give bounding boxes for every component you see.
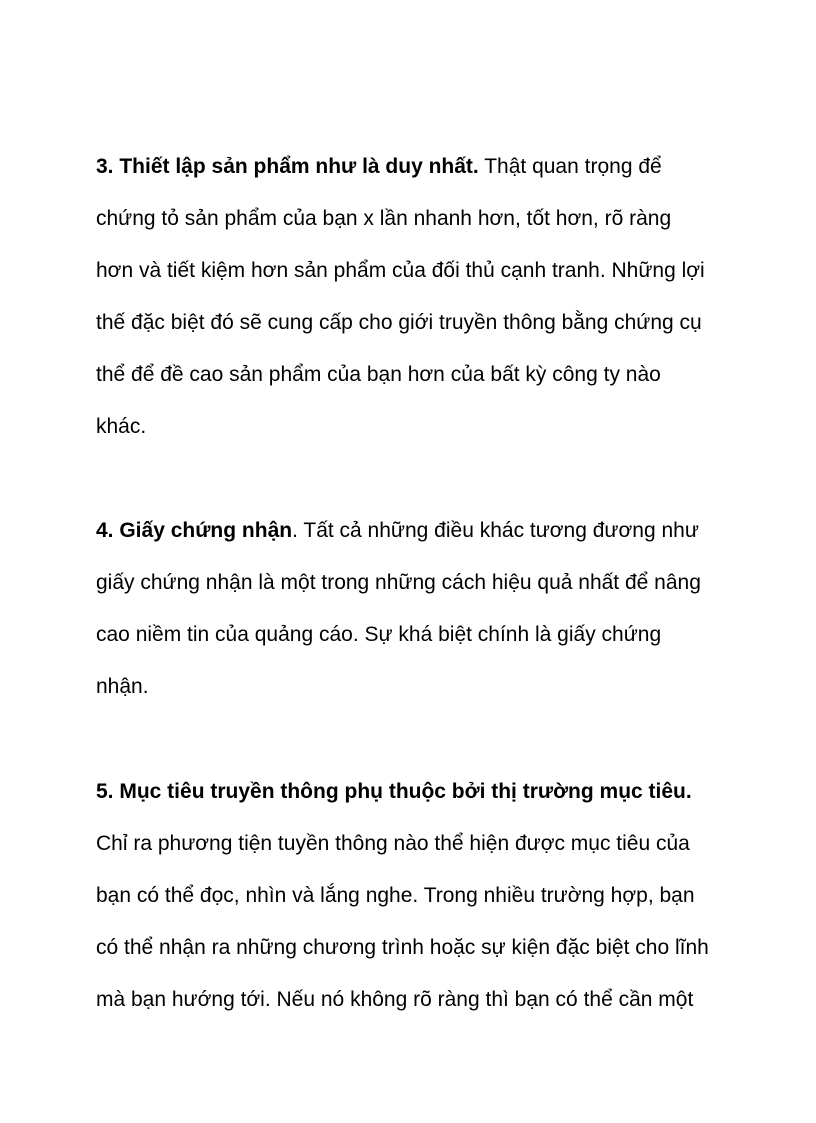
section-3-text: Thật quan trọng để xyxy=(478,155,662,178)
section-3-line-4: thế đặc biệt đó sẽ cung cấp cho giới truyền thông bằng chứng cụ xyxy=(96,311,702,334)
section-4-line-3: cao niềm tin của quảng cáo. Sự khá biệt chính là giấy chứng xyxy=(96,623,662,646)
section-5-line-2: Chỉ ra phương tiện tuyền thông nào thể hiện được mục tiêu của xyxy=(96,832,690,855)
section-4-line-1 xyxy=(96,518,699,544)
section-3-line-6: khác. xyxy=(96,415,147,438)
section-5-line-3: bạn có thể đọc, nhìn và lắng nghe. Trong nhiều trường hợp, bạn xyxy=(96,884,695,907)
section-3-line-1 xyxy=(96,154,662,180)
section-3-line-3: hơn và tiết kiệm hơn sản phẩm của đối thủ cạnh tranh. Những lợi xyxy=(96,259,705,282)
section-4-heading: 4. Giấy chứng nhận xyxy=(96,519,293,542)
section-5-line-4: có thể nhận ra những chương trình hoặc sự kiện đặc biệt cho lĩnh xyxy=(96,936,709,959)
section-3-line-2: chứng tỏ sản phẩm của bạn x lần nhanh hơn, tốt hơn, rõ ràng xyxy=(96,207,672,230)
section-3-heading: 3. Thiết lập sản phẩm như là duy nhất. xyxy=(96,155,479,178)
section-4-line-4: nhận. xyxy=(96,675,149,698)
section-5-line-5: mà bạn hướng tới. Nếu nó không rõ ràng thì bạn có thể cần một xyxy=(96,988,694,1011)
section-4-text: . Tất cả những điều khác tương đương như xyxy=(292,519,699,542)
section-5-line-1 xyxy=(96,779,692,805)
section-4-line-2: giấy chứng nhận là một trong những cách hiệu quả nhất để nâng xyxy=(96,571,701,594)
section-5-heading: 5. Mục tiêu truyền thông phụ thuộc bởi thị trường mục tiêu. xyxy=(96,780,692,803)
section-3-line-5: thể để đề cao sản phẩm của bạn hơn của bất kỳ công ty nào xyxy=(96,363,661,386)
